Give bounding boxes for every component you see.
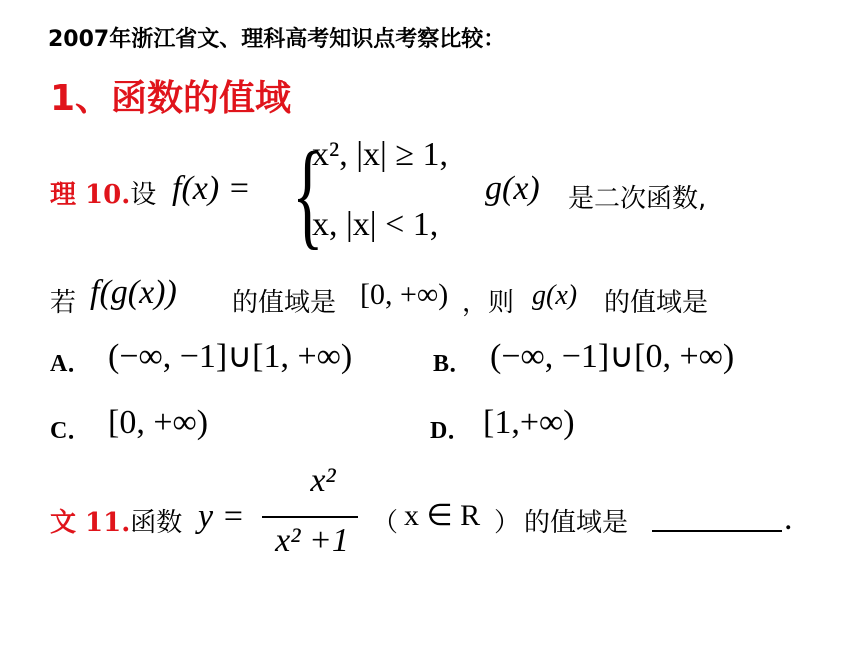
problem-wen-lead: 函数: [130, 508, 183, 538]
problem-wen-tail: 的值域是: [524, 508, 629, 538]
line2-mid-text: 的值域是: [232, 288, 337, 318]
option-a-letter: A．: [50, 351, 92, 377]
cond-open: （: [372, 508, 399, 538]
option-d-value: [1,+∞): [483, 404, 575, 441]
line2-range: [0, +∞): [360, 278, 449, 311]
page-header: 2007年浙江省文、理科高考知识点考察比较：: [48, 27, 506, 52]
line2-g: g(x): [532, 280, 578, 311]
piecewise-case-2: x, |x| < 1,: [312, 206, 439, 243]
line2-ze: ，则: [462, 288, 515, 318]
line2-end: 的值域是: [604, 288, 709, 318]
option-a-value: (−∞, −1]∪[1, +∞): [108, 338, 353, 375]
option-b-value: (−∞, −1]∪[0, +∞): [490, 338, 735, 375]
option-b-letter: B．: [433, 351, 474, 377]
problem-li-label: [50, 174, 156, 211]
piecewise-case-1: x², |x| ≥ 1,: [312, 136, 448, 173]
f-definition-lhs: f(x) =: [172, 170, 251, 207]
problem-li-lead: 设: [130, 180, 157, 210]
section-title: 1、函数的值域: [50, 78, 292, 119]
fraction-denominator: x² +1: [275, 522, 349, 559]
option-c-letter: C．: [50, 418, 92, 444]
cond-close: ）: [494, 508, 521, 538]
problem-li-number: 理 10.: [50, 180, 131, 210]
option-d-letter: D．: [430, 418, 472, 444]
answer-blank[interactable]: [652, 500, 782, 536]
problem-wen-period: .: [784, 500, 793, 537]
line2-ruo: 若: [50, 288, 77, 318]
problem-wen-label: [50, 502, 182, 539]
line2-fg-expr: f(g(x)): [90, 274, 177, 311]
problem-wen-number: 文 11.: [50, 508, 131, 538]
piecewise-brace: {: [292, 127, 324, 260]
fraction-bar: [262, 516, 358, 518]
y-equals: y =: [198, 498, 245, 535]
g-function: g(x): [485, 170, 540, 207]
problem-li-text1: 是二次函数,: [568, 184, 707, 214]
fraction-numerator: x²: [310, 462, 336, 499]
option-c-value: [0, +∞): [108, 404, 209, 441]
condition-x-in-r: x ∈ R: [404, 499, 481, 532]
